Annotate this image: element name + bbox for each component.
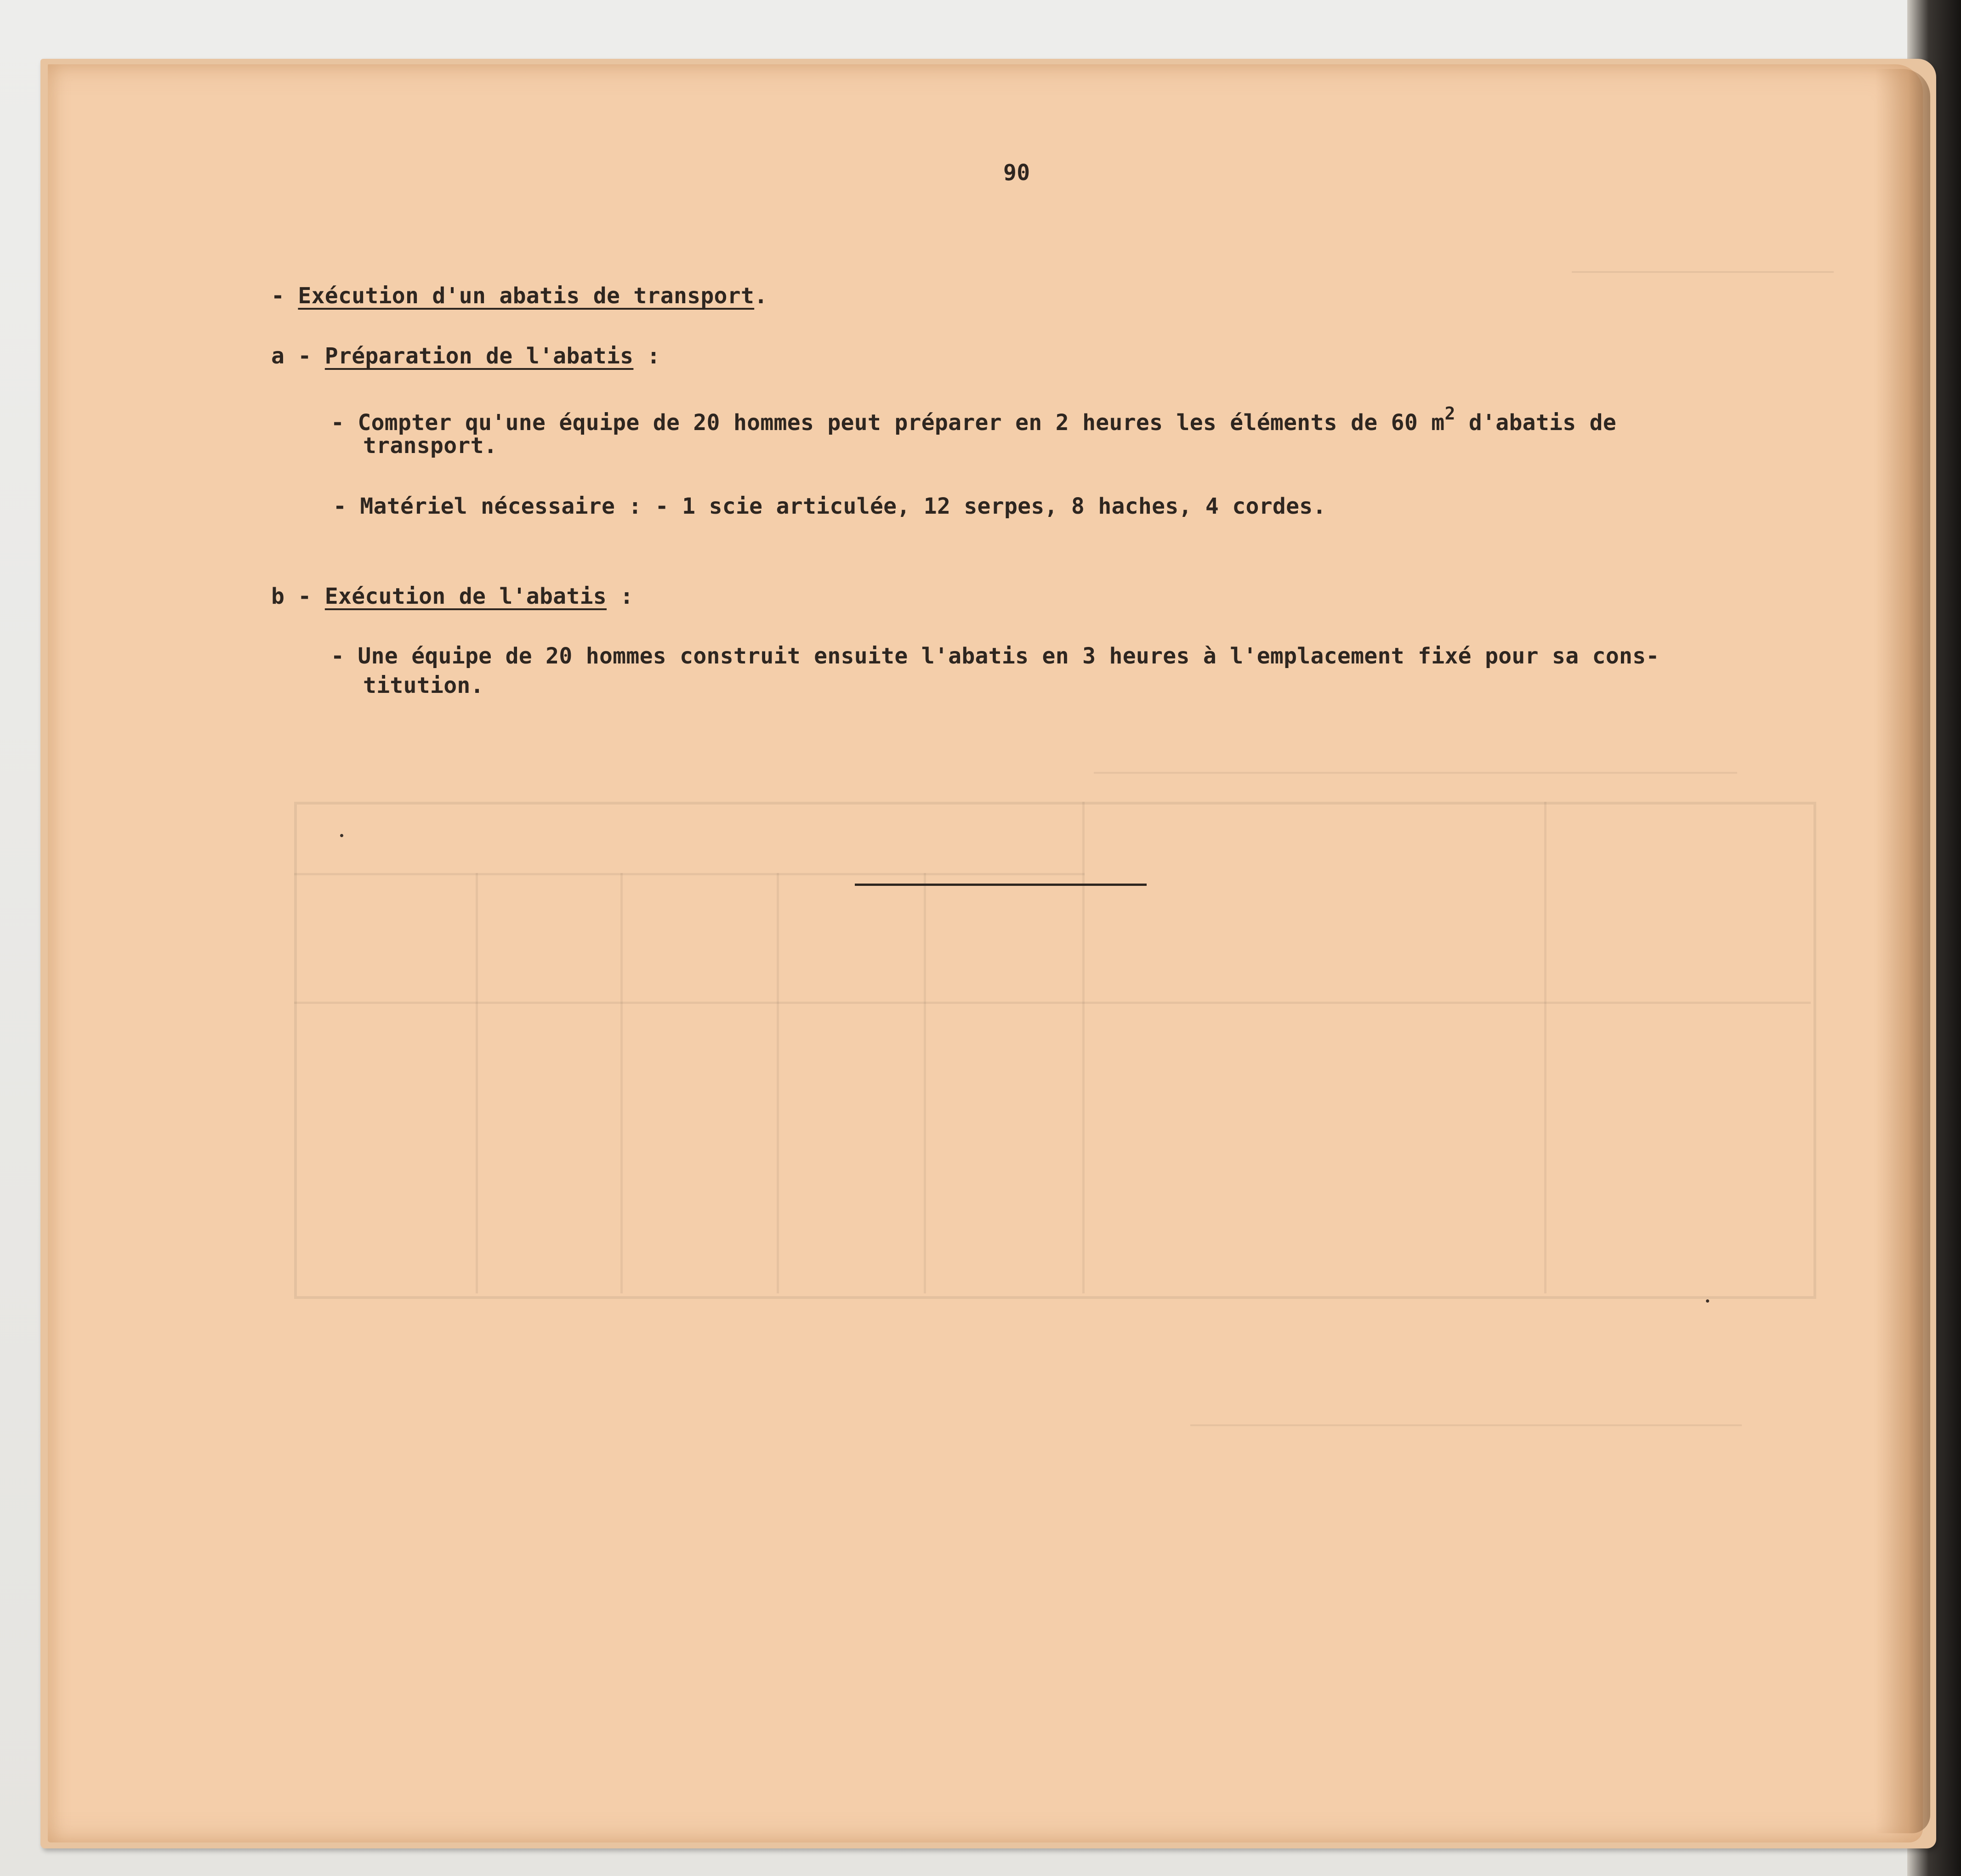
ghost-rule xyxy=(1544,802,1546,1293)
heading-dash: - xyxy=(271,283,298,309)
ghost-rule xyxy=(1190,1424,1742,1426)
page-number: 90 xyxy=(1003,160,1030,186)
subsection-a-title: Préparation de l'abatis xyxy=(324,343,634,369)
bullet-a1-text: - Compter qu'une équipe de 20 hommes peut préparer en 2 heures les éléments de 60 m xyxy=(331,410,1445,436)
subsection-b-heading xyxy=(271,583,633,610)
subsection-b-marker: b - xyxy=(271,584,325,609)
ghost-table xyxy=(294,802,1816,1299)
bullet-a2 xyxy=(333,493,1326,520)
bullet-b1-line1: - Une équipe de 20 hommes construit ensuite l'abatis en 3 heures à l'emplacement fixé pour sa cons- xyxy=(331,643,1660,669)
heading-period: . xyxy=(754,283,768,309)
section-heading xyxy=(271,282,767,310)
closing-rule xyxy=(855,884,1147,886)
ghost-rule xyxy=(777,873,779,1293)
subsection-a-colon: : xyxy=(633,343,660,369)
ink-speck xyxy=(340,834,343,837)
subsection-a-heading xyxy=(271,342,660,370)
ghost-rule xyxy=(476,873,478,1293)
heading-title: Exécution d'un abatis de transport xyxy=(298,283,755,309)
bullet-a1-text-end: d'abatis de xyxy=(1455,410,1617,436)
bullet-a2-label: - Matériel nécessaire xyxy=(333,493,615,519)
bullet-a1-superscript: 2 xyxy=(1444,403,1455,424)
bullet-a1-line2: transport. xyxy=(363,433,497,459)
ghost-rule xyxy=(1082,802,1085,1293)
bullet-a1-line1 xyxy=(331,402,1616,436)
ghost-rule xyxy=(924,873,926,1293)
bullet-b1-line2: titution. xyxy=(363,673,484,698)
subsection-b-title: Exécution de l'abatis xyxy=(324,584,607,609)
ghost-rule xyxy=(1572,271,1834,273)
ghost-rule xyxy=(294,1002,1811,1004)
ink-speck xyxy=(1706,1299,1709,1303)
subsection-a-marker: a - xyxy=(271,343,325,369)
ghost-rule xyxy=(1094,772,1737,774)
page-curl xyxy=(1875,69,1930,1833)
bullet-a2-sep: : xyxy=(615,493,655,519)
subsection-b-colon: : xyxy=(606,584,634,609)
ghost-rule xyxy=(294,873,1085,875)
ghost-rule xyxy=(620,873,623,1293)
bullet-a2-items: - 1 scie articulée, 12 serpes, 8 haches, 4 cordes. xyxy=(655,493,1326,519)
